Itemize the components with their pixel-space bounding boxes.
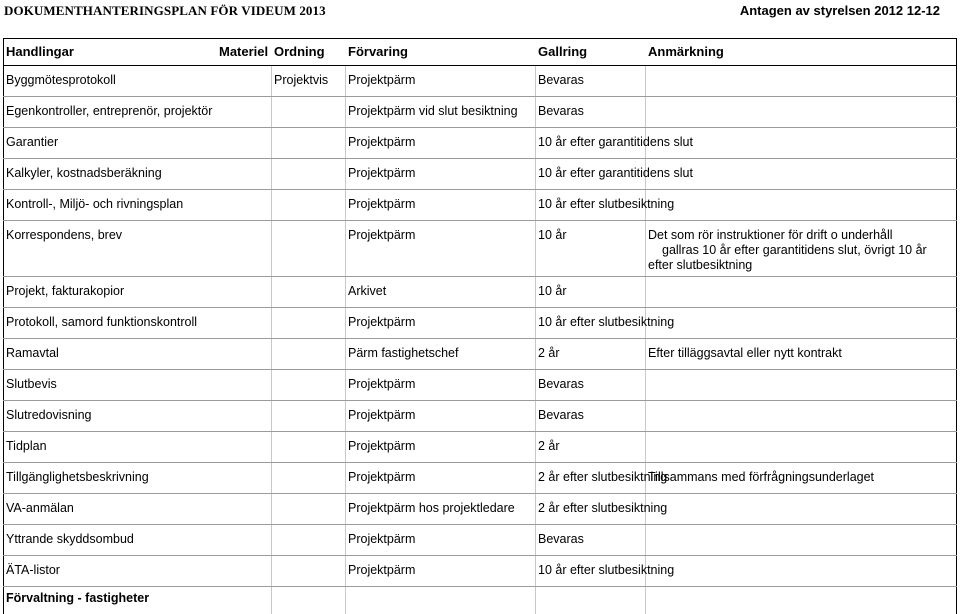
cell-gallring: 10 år	[535, 220, 645, 276]
table-row	[3, 338, 957, 369]
cell-gallring: Bevaras	[538, 72, 584, 87]
cell-forvaring: Projektpärm	[348, 72, 416, 87]
note-line: Det som rör instruktioner för drift o underhåll	[648, 227, 893, 242]
cell-forvaring: Projektpärm	[345, 158, 535, 189]
table-row	[3, 493, 957, 524]
cell-ordning	[271, 369, 345, 400]
cell-anmarkning	[645, 431, 957, 462]
cell-handling: Ramavtal	[3, 338, 216, 369]
cell-handling: Korrespondens, brev	[3, 220, 216, 276]
cell-materiel	[216, 431, 271, 462]
table-row	[3, 369, 957, 400]
cell-ordning	[271, 276, 345, 307]
cell-gallring: Bevaras	[535, 96, 645, 127]
cell-gallring: 2 år	[535, 431, 645, 462]
cell-forvaring: Projektpärm	[345, 524, 535, 555]
cell-forvaring: Pärm fastighetschef	[345, 338, 535, 369]
cell-materiel	[216, 338, 271, 369]
cell-materiel	[216, 276, 271, 307]
table-row	[3, 158, 957, 189]
table-row	[3, 189, 957, 220]
column-header-ordning: Ordning	[274, 44, 325, 59]
cell-forvaring: Projektpärm	[345, 307, 535, 338]
cell-gallring: 10 år	[535, 276, 645, 307]
cell-handling: ÄTA-listor	[3, 555, 216, 586]
table-row	[3, 524, 957, 555]
note-line: gallras 10 år efter garantitidens slut, övrigt 10 år	[662, 242, 927, 257]
column-header-handlingar: Handlingar	[6, 44, 74, 59]
cell-forvaring: Projektpärm	[345, 189, 535, 220]
section-title: Förvaltning - fastigheter	[3, 586, 957, 611]
cell-forvaring: Projektpärm	[345, 462, 535, 493]
cell-anmarkning	[645, 369, 957, 400]
cell-anmarkning	[645, 400, 957, 431]
cell-handling: Byggmötesprotokoll	[6, 72, 116, 87]
cell-handling: Projekt, fakturakopior	[3, 276, 216, 307]
cell-anmarkning	[645, 96, 957, 127]
table-row	[3, 276, 957, 307]
cell-gallring: Bevaras	[535, 369, 645, 400]
cell-ordning	[271, 127, 345, 158]
cell-materiel	[216, 158, 271, 189]
cell-gallring: 10 år efter slutbesiktning	[535, 555, 957, 586]
cell-forvaring: Projektpärm	[345, 369, 535, 400]
cell-ordning	[271, 555, 345, 586]
cell-materiel	[216, 462, 271, 493]
cell-materiel	[216, 369, 271, 400]
cell-ordning	[271, 400, 345, 431]
column-header-materiel: Materiel	[219, 44, 269, 59]
cell-anmarkning: Efter tilläggsavtal eller nytt kontrakt	[645, 338, 957, 369]
section-row	[3, 586, 957, 611]
cell-materiel	[216, 65, 271, 96]
cell-materiel	[216, 400, 271, 431]
column-header-forvaring: Förvaring	[348, 44, 408, 59]
table-row	[3, 220, 957, 276]
cell-gallring: Bevaras	[535, 524, 645, 555]
approval-note: Antagen av styrelsen 2012 12-12	[739, 3, 940, 18]
column-header-gallring: Gallring	[538, 44, 588, 59]
cell-ordning	[271, 462, 345, 493]
cell-forvaring: Projektpärm	[345, 127, 535, 158]
cell-handling: Kontroll-, Miljö- och rivningsplan	[3, 189, 345, 220]
cell-anmarkning	[645, 276, 957, 307]
document-title: DOKUMENTHANTERINGSPLAN FÖR VIDEUM 2013	[4, 3, 326, 18]
cell-gallring: 10 år efter garantitidens slut	[535, 158, 957, 189]
cell-handling: Garantier	[3, 127, 216, 158]
cell-handling: Tillgänglighetsbeskrivning	[3, 462, 216, 493]
table-row	[3, 127, 957, 158]
cell-ordning	[271, 431, 345, 462]
cell-gallring: 10 år efter slutbesiktning	[535, 189, 957, 220]
cell-forvaring: Projektpärm	[345, 220, 535, 276]
cell-forvaring: Arkivet	[345, 276, 535, 307]
cell-gallring: 2 år efter slutbesiktning	[535, 493, 957, 524]
cell-handling: Egenkontroller, entreprenör, projektör	[3, 96, 345, 127]
cell-handling: Tidplan	[3, 431, 216, 462]
table-row	[3, 65, 957, 96]
cell-ordning	[271, 220, 345, 276]
table-row	[3, 400, 957, 431]
cell-ordning	[271, 158, 345, 189]
cell-ordning	[271, 338, 345, 369]
cell-handling: Protokoll, samord funktionskontroll	[3, 307, 345, 338]
table-row	[3, 462, 957, 493]
cell-gallring: 2 år	[535, 338, 645, 369]
table-row	[3, 431, 957, 462]
table-row	[3, 555, 957, 586]
spreadsheet	[3, 38, 957, 614]
cell-gallring: 10 år efter slutbesiktning	[535, 307, 957, 338]
document-header	[0, 0, 960, 22]
cell-materiel	[216, 524, 271, 555]
cell-materiel	[216, 127, 271, 158]
cell-gallring: Bevaras	[535, 400, 645, 431]
column-header-anmarkning: Anmärkning	[648, 44, 724, 59]
cell-forvaring: Projektpärm	[345, 555, 535, 586]
cell-handling: VA-anmälan	[3, 493, 216, 524]
cell-materiel	[216, 493, 271, 524]
cell-handling: Yttrande skyddsombud	[3, 524, 216, 555]
cell-ordning	[271, 493, 345, 524]
table-row	[3, 96, 957, 127]
cell-handling: Slutbevis	[3, 369, 216, 400]
cell-gallring: 2 år efter slutbesiktning	[535, 462, 645, 493]
cell-anmarkning	[645, 220, 957, 276]
cell-ordning: Projektvis	[274, 72, 329, 87]
cell-forvaring: Projektpärm	[345, 431, 535, 462]
cell-materiel	[216, 555, 271, 586]
cell-anmarkning	[645, 524, 957, 555]
cell-handling: Kalkyler, kostnadsberäkning	[3, 158, 216, 189]
cell-forvaring: Projektpärm	[345, 400, 535, 431]
table-row	[3, 307, 957, 338]
cell-forvaring: Projektpärm vid slut besiktning	[345, 96, 535, 127]
document-plan-table	[3, 38, 957, 611]
note-line: efter slutbesiktning	[648, 257, 753, 272]
cell-materiel	[216, 220, 271, 276]
cell-ordning	[271, 524, 345, 555]
cell-forvaring: Projektpärm hos projektledare	[345, 493, 535, 524]
cell-anmarkning: Tillsammans med förfrågningsunderlaget	[645, 462, 957, 493]
cell-anmarkning	[645, 65, 957, 96]
table-header-row	[3, 38, 957, 65]
cell-gallring: 10 år efter garantitidens slut	[535, 127, 957, 158]
cell-handling: Slutredovisning	[3, 400, 216, 431]
